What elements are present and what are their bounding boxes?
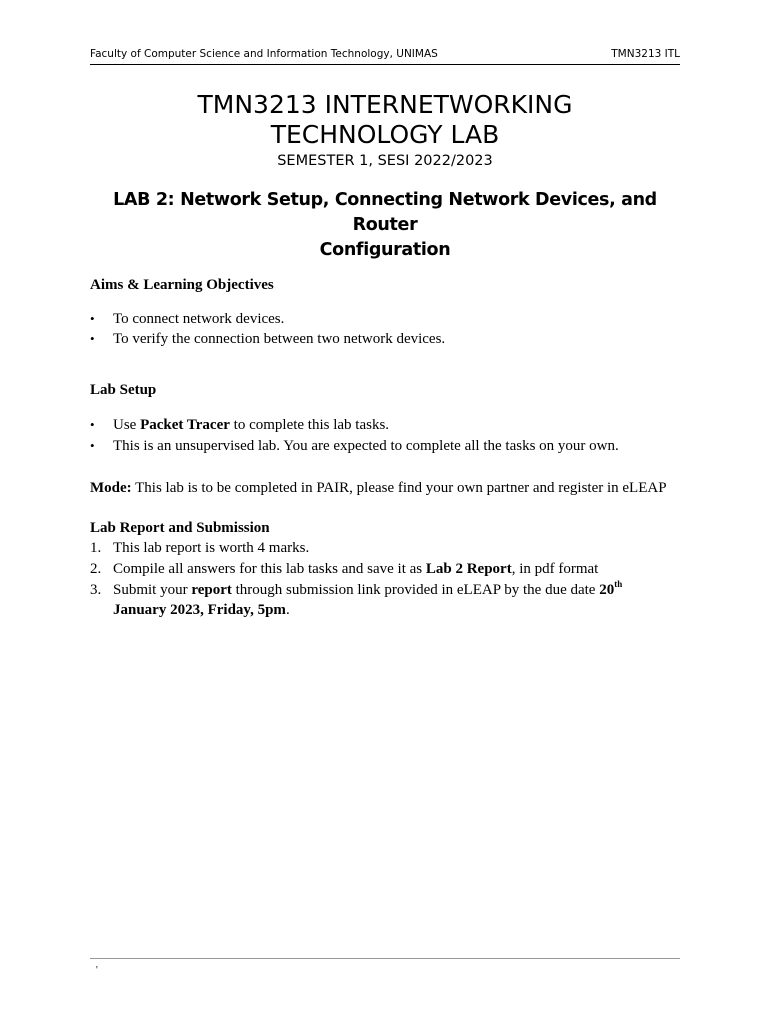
aims-heading: Aims & Learning Objectives <box>90 277 274 293</box>
setup-heading: Lab Setup <box>90 382 157 398</box>
mode-paragraph <box>90 478 690 498</box>
footer-rule <box>90 958 680 959</box>
bullet-icon: • <box>90 311 95 326</box>
list-item-text: To verify the connection between two network devices. <box>113 331 446 347</box>
list-number: 2. <box>90 561 102 577</box>
list-item-text: This lab report is worth 4 marks. <box>113 540 310 556</box>
header-faculty: Faculty of Computer Science and Information Technology, UNIMAS <box>90 48 438 60</box>
lab-title <box>90 188 680 263</box>
header-course-code: TMN3213 ITL <box>611 48 680 60</box>
bullet-icon: • <box>90 417 95 432</box>
page-header <box>90 48 680 65</box>
list-item-text: To connect network devices. <box>113 311 285 327</box>
report-heading: Lab Report and Submission <box>90 520 270 536</box>
footer-mark: ' <box>96 965 98 976</box>
course-title-line1: TMN3213 INTERNETWORKING <box>197 90 573 119</box>
due-date: 20th January 2023, Friday, 5pm <box>113 579 623 618</box>
list-number: 3. <box>90 582 102 598</box>
bullet-icon: • <box>90 331 95 346</box>
list-item-text: Use Packet Tracer to complete this lab tasks. <box>113 417 390 433</box>
bullet-icon: • <box>90 438 95 453</box>
lab-title-line2: Configuration <box>319 240 451 260</box>
list-item-text: This is an unsupervised lab. You are expected to complete all the tasks on your own. <box>113 438 619 454</box>
course-title <box>90 90 680 150</box>
list-item-text: Submit your report through submission link provided in eLEAP by the due date 20th January 2023, Friday, 5pm. <box>113 579 623 618</box>
list-item-text: Compile all answers for this lab tasks and save it as Lab 2 Report, in pdf format <box>113 561 599 577</box>
lab-title-line1: LAB 2: Network Setup, Connecting Network Devices, and Router <box>113 190 657 235</box>
list-number: 1. <box>90 540 102 556</box>
mode-label: Mode: <box>90 480 132 496</box>
semester: SEMESTER 1, SESI 2022/2023 <box>277 153 493 169</box>
course-title-line2: TECHNOLOGY LAB <box>270 120 500 149</box>
mode-text: This lab is to be completed in PAIR, please find your own partner and register in eLEAP <box>131 480 667 496</box>
